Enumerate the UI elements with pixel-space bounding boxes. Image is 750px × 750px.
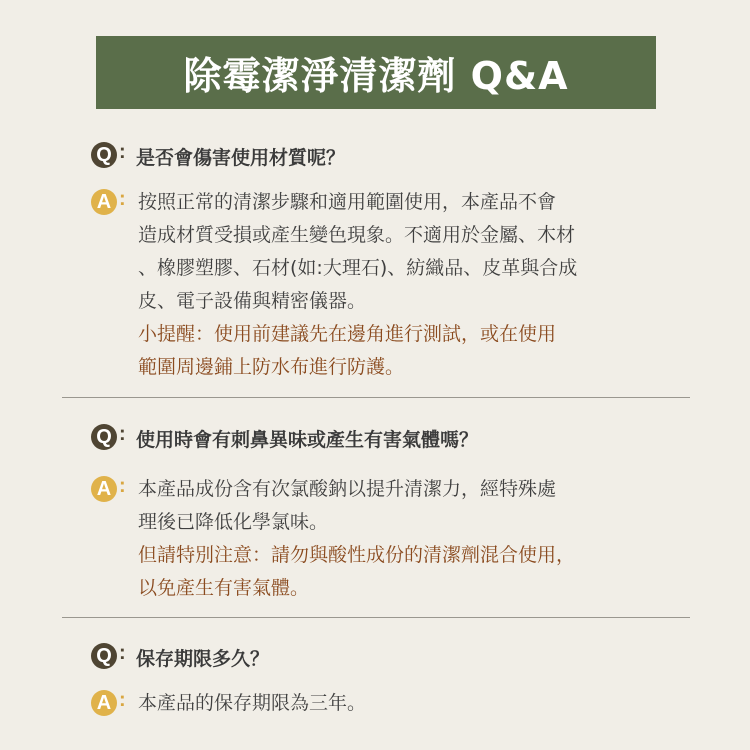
answer-line: 本產品的保存期限為三年。: [138, 692, 367, 714]
question-colon: :: [119, 423, 126, 445]
answer-colon: :: [119, 475, 126, 497]
section-divider: [62, 617, 690, 618]
answer-colon: :: [119, 689, 126, 711]
note-line: 以免產生有害氣體。: [138, 577, 310, 599]
question-text: 是否會傷害使用材質呢？: [136, 147, 346, 169]
answer-line: 理後已降低化學氯味。: [138, 511, 329, 533]
question-text: 保存期限多久？: [136, 648, 270, 670]
section-divider: [62, 397, 690, 398]
question-badge-icon: Q: [91, 643, 117, 669]
title-banner: [96, 36, 656, 109]
answer-badge-icon: A: [91, 690, 117, 716]
note-line: 小提醒：使用前建議先在邊角進行測試，或在使用: [138, 323, 557, 345]
note-line: 範圍周邊鋪上防水布進行防護。: [138, 356, 405, 378]
question-badge-icon: Q: [91, 142, 117, 168]
answer-text: [138, 186, 683, 384]
question-colon: :: [119, 141, 126, 163]
note-line: 但請特別注意：請勿與酸性成份的清潔劑混合使用，: [138, 544, 576, 566]
answer-colon: :: [119, 188, 126, 210]
answer-badge-icon: A: [91, 189, 117, 215]
answer-line: 本產品成份含有次氯酸鈉以提升清潔力，經特殊處: [138, 478, 557, 500]
answer-line: 按照正常的清潔步驟和適用範圍使用，本產品不會: [138, 191, 557, 213]
question-colon: :: [119, 642, 126, 664]
answer-text: [138, 473, 683, 605]
question-badge-icon: Q: [91, 424, 117, 450]
question-text: 使用時會有刺鼻異味或產生有害氣體嗎？: [136, 429, 479, 451]
page-title: 除霉潔淨清潔劑 Q&A: [183, 54, 569, 98]
answer-text: [138, 687, 683, 720]
answer-badge-icon: A: [91, 476, 117, 502]
answer-line: 、橡膠塑膠、石材(如:大理石)、紡織品、皮革與合成: [138, 257, 578, 279]
answer-line: 皮、電子設備與精密儀器。: [138, 290, 367, 312]
answer-line: 造成材質受損或產生變色現象。不適用於金屬、木材: [138, 224, 576, 246]
